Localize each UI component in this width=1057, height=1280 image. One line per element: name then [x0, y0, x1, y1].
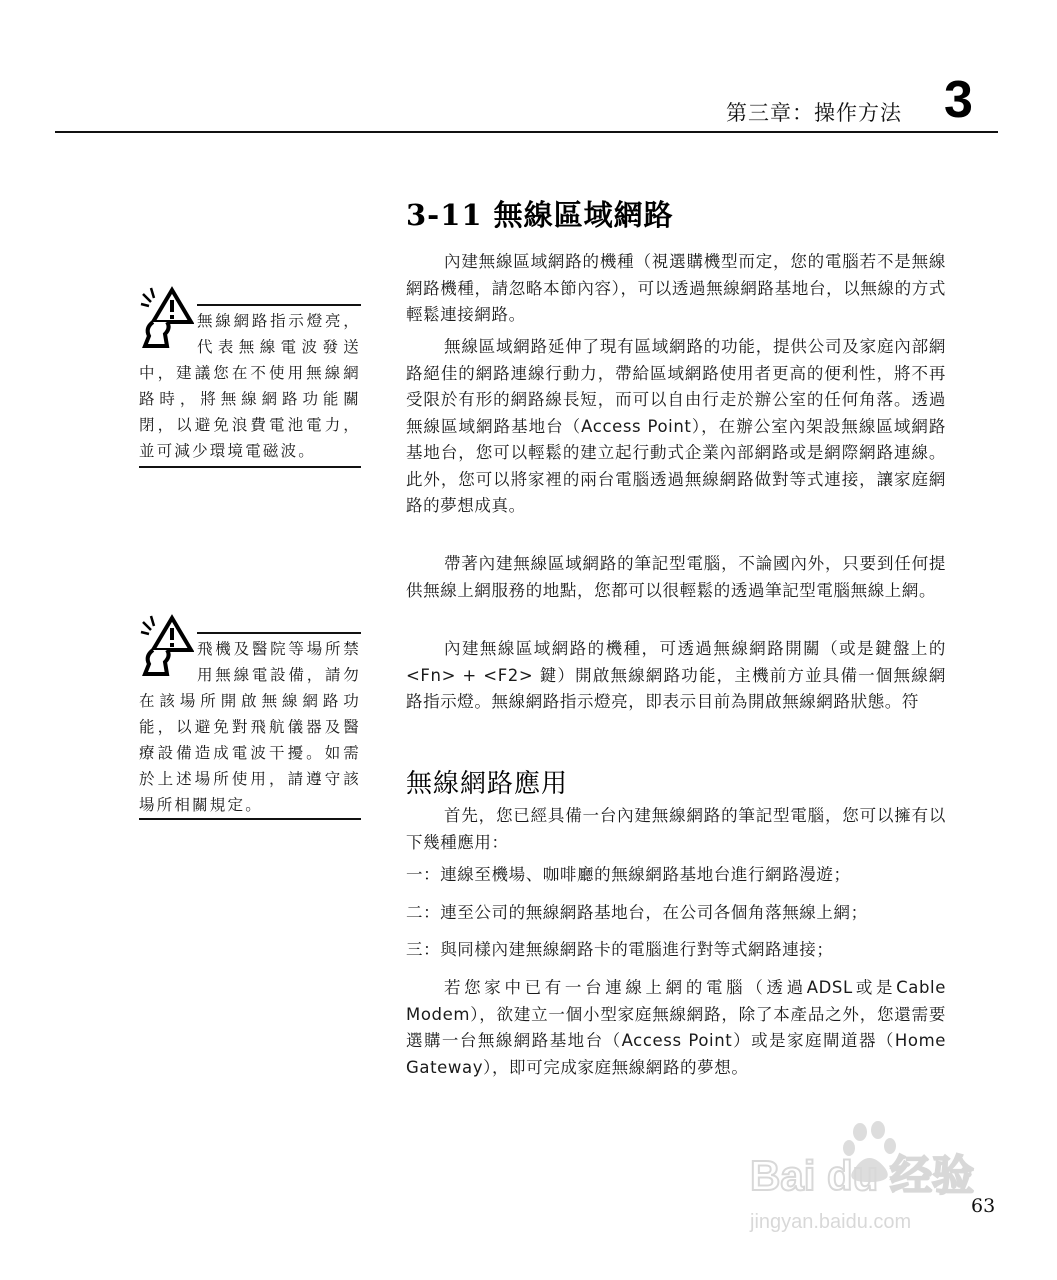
subsection-title: 無線網路應用: [406, 769, 569, 799]
application-item-3: 三：與同樣內建無線網路卡的電腦進行對等式網路連接；: [406, 940, 834, 959]
application-item-2: 二：連至公司的無線網路基地台，在公司各個角落無線上網；: [406, 903, 868, 922]
header-rule: [55, 131, 998, 133]
application-item-1: 一：連線至機場、咖啡廳的無線網路基地台進行網路漫遊；: [406, 865, 851, 884]
subsection-closing: 若您家中已有一台連線上網的電腦（透過ADSL或是Cable Modem），欲建立一個小型家庭無線網路，除了本產品之外，您還需要選購一台無線網路基地台（Access Point）或是家庭閘道器（Home Gateway），即可完成家庭無線網路的夢想。: [406, 978, 946, 1077]
watermark-url: jingyan.baidu.com: [750, 1211, 912, 1233]
page-number: 63: [971, 1195, 996, 1217]
baidu-watermark-logo: [745, 1120, 995, 1240]
note-rule-top: [197, 632, 361, 634]
chapter-title: 第三章：操作方法: [726, 101, 902, 125]
note-text-2: 飛機及醫院等場所禁用無線電設備，請勿在該場所開啟無線網路功能，以避免對飛航儀器及醫療設備造成電波干擾。如需於上述場所使用，請遵守該場所相關規定。: [139, 640, 361, 814]
section-paragraph-3: 帶著內建無線區域網路的筆記型電腦，不論國內外，只要到任何提供無線上網服務的地點，您都可以很輕鬆的透過筆記型電腦無線上網。: [406, 554, 946, 600]
subsection-intro: 首先，您已經具備一台內建無線網路的筆記型電腦，您可以擁有以下幾種應用：: [406, 806, 946, 852]
note-rule-top: [197, 304, 361, 306]
note-rule-bottom: [139, 818, 361, 820]
chapter-number: 3: [944, 71, 973, 129]
section-paragraph-2: 無線區域網路延伸了現有區域網路的功能，提供公司及家庭內部網路絕佳的網路連線行動力，帶給區域網路使用者更高的便利性，將不再受限於有形的網路線長短，而可以自由行走於辦公室的任何角落。透過無線區域網路基地台（Access Point），在辦公室內架設無線區域網路基地台，您可以輕鬆的建立起行動式企業內部網路或是網際網路連線。此外，您可以將家裡的兩台電腦透過無線網路做對等式連接，讓家庭網路的夢想成真。: [406, 337, 946, 515]
section-paragraph-4: 內建無線區域網路的機種，可透過無線網路開關（或是鍵盤上的 <Fn> + <F2> 鍵）開啟無線網路功能，主機前方並具備一個無線網路指示燈。無線網路指示燈亮，即表示目前為開啟無線網路狀態。符: [406, 639, 946, 711]
note-text-1: 無線網路指示燈亮，代表無線電波發送中，建議您在不使用無線網路時，將無線網路功能關閉，以避免浪費電池電力，並可減少環境電磁波。: [139, 312, 361, 460]
section-title: 3-11 無線區域網路: [406, 198, 674, 232]
watermark-brand: Bai du 经验: [750, 1152, 975, 1199]
section-paragraph-1: 內建無線區域網路的機種（視選購機型而定，您的電腦若不是無線網路機種，請忽略本節內容），可以透過無線網路基地台，以無線的方式輕鬆連接網路。: [406, 252, 946, 324]
note-rule-bottom: [139, 466, 361, 468]
